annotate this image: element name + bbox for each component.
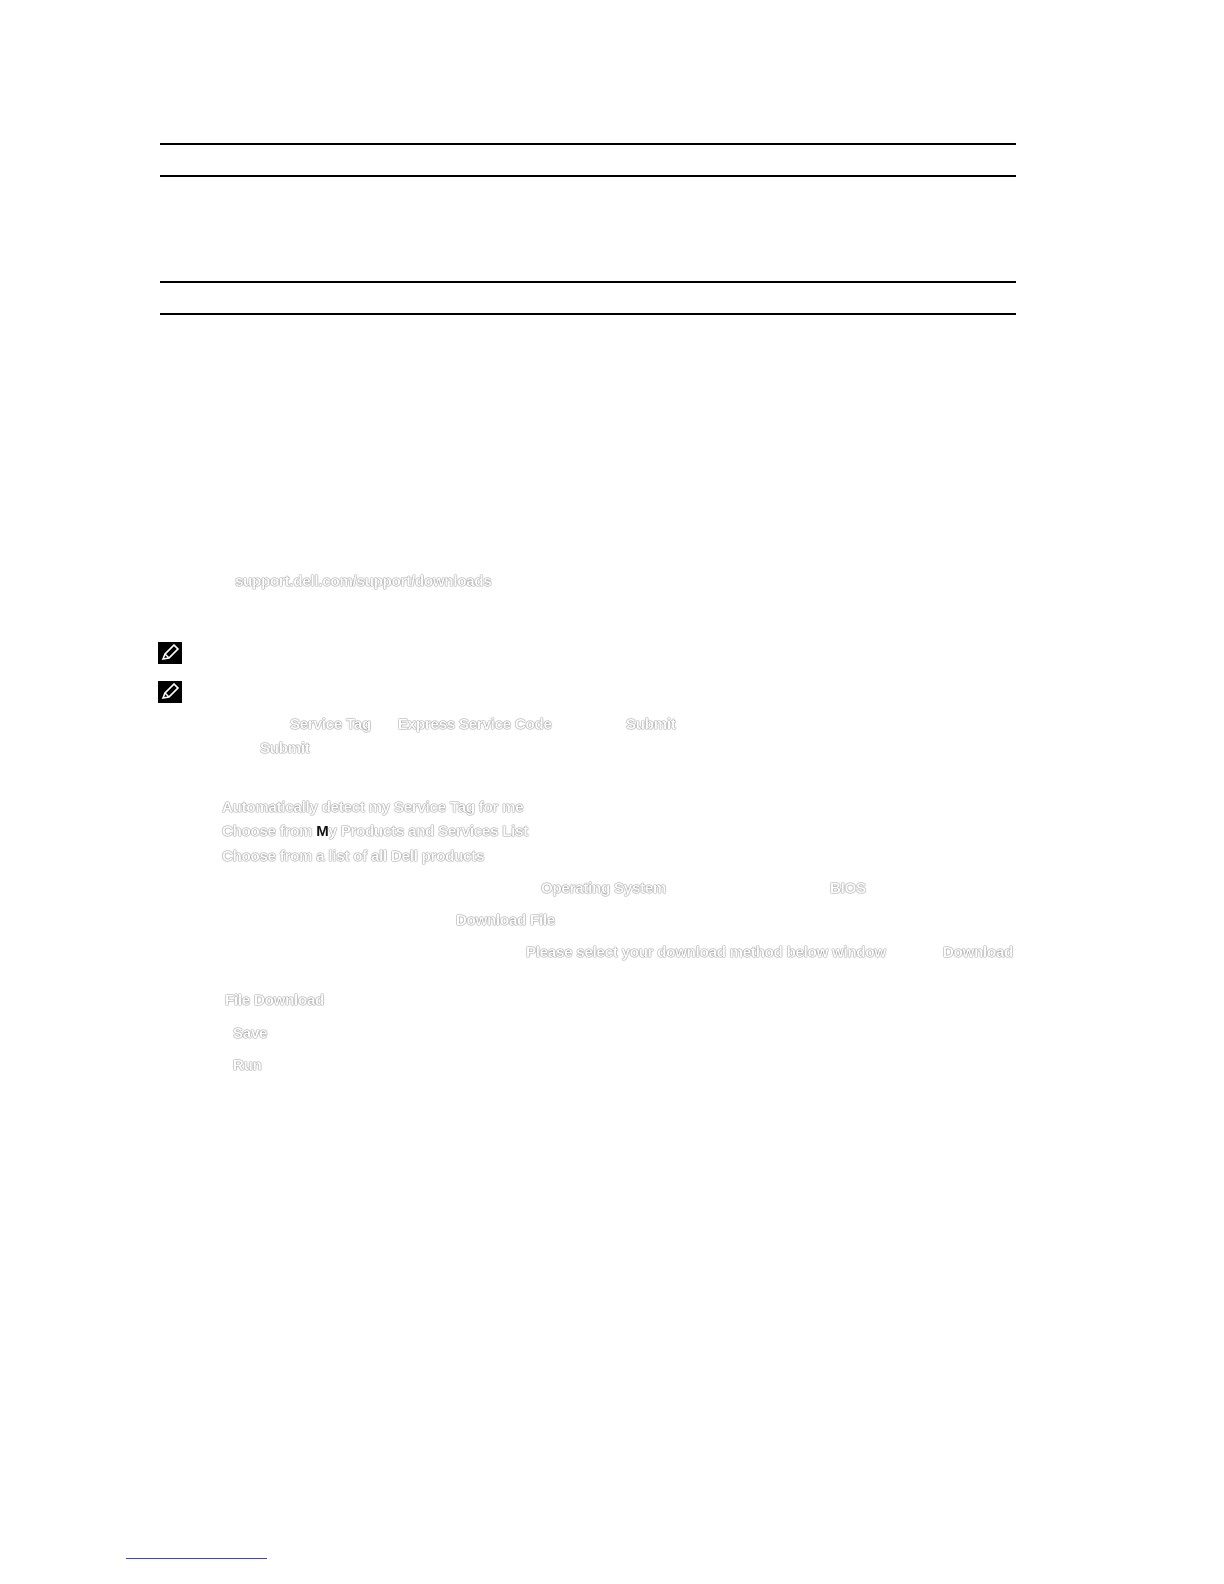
option-auto-detect: Automatically detect my Service Tag for me xyxy=(222,799,524,816)
bios-label: BIOS xyxy=(830,880,866,897)
table-rule-header-2 xyxy=(160,313,1016,315)
table-rule-header xyxy=(160,175,1016,177)
table-rule-top xyxy=(160,143,1016,145)
run-label: Run xyxy=(233,1057,262,1074)
download-url[interactable]: support.dell.com/support/downloads xyxy=(235,573,492,590)
option-all-products: Choose from a list of all Dell products xyxy=(222,848,485,865)
file-download-label: File Download xyxy=(225,992,325,1009)
service-tag-label: Service Tag xyxy=(290,716,371,733)
download-file-label: Download File xyxy=(456,912,556,929)
pencil-note-icon xyxy=(158,642,182,664)
highlight-letter: M xyxy=(316,823,329,840)
submit-label: Submit xyxy=(626,716,676,733)
footer-link-underline xyxy=(126,1558,267,1559)
operating-system-label: Operating System xyxy=(541,880,667,897)
download-method-prompt: Please select your download method below window xyxy=(526,944,886,961)
table-rule-top-2 xyxy=(160,281,1016,283)
express-service-code-label: Express Service Code xyxy=(398,716,552,733)
download-label: Download xyxy=(943,944,1014,961)
option-my-products: Choose from My Products and Services List xyxy=(222,823,529,840)
save-label: Save xyxy=(233,1025,268,1042)
submit-label-2: Submit xyxy=(260,740,310,757)
pencil-note-icon xyxy=(158,681,182,703)
